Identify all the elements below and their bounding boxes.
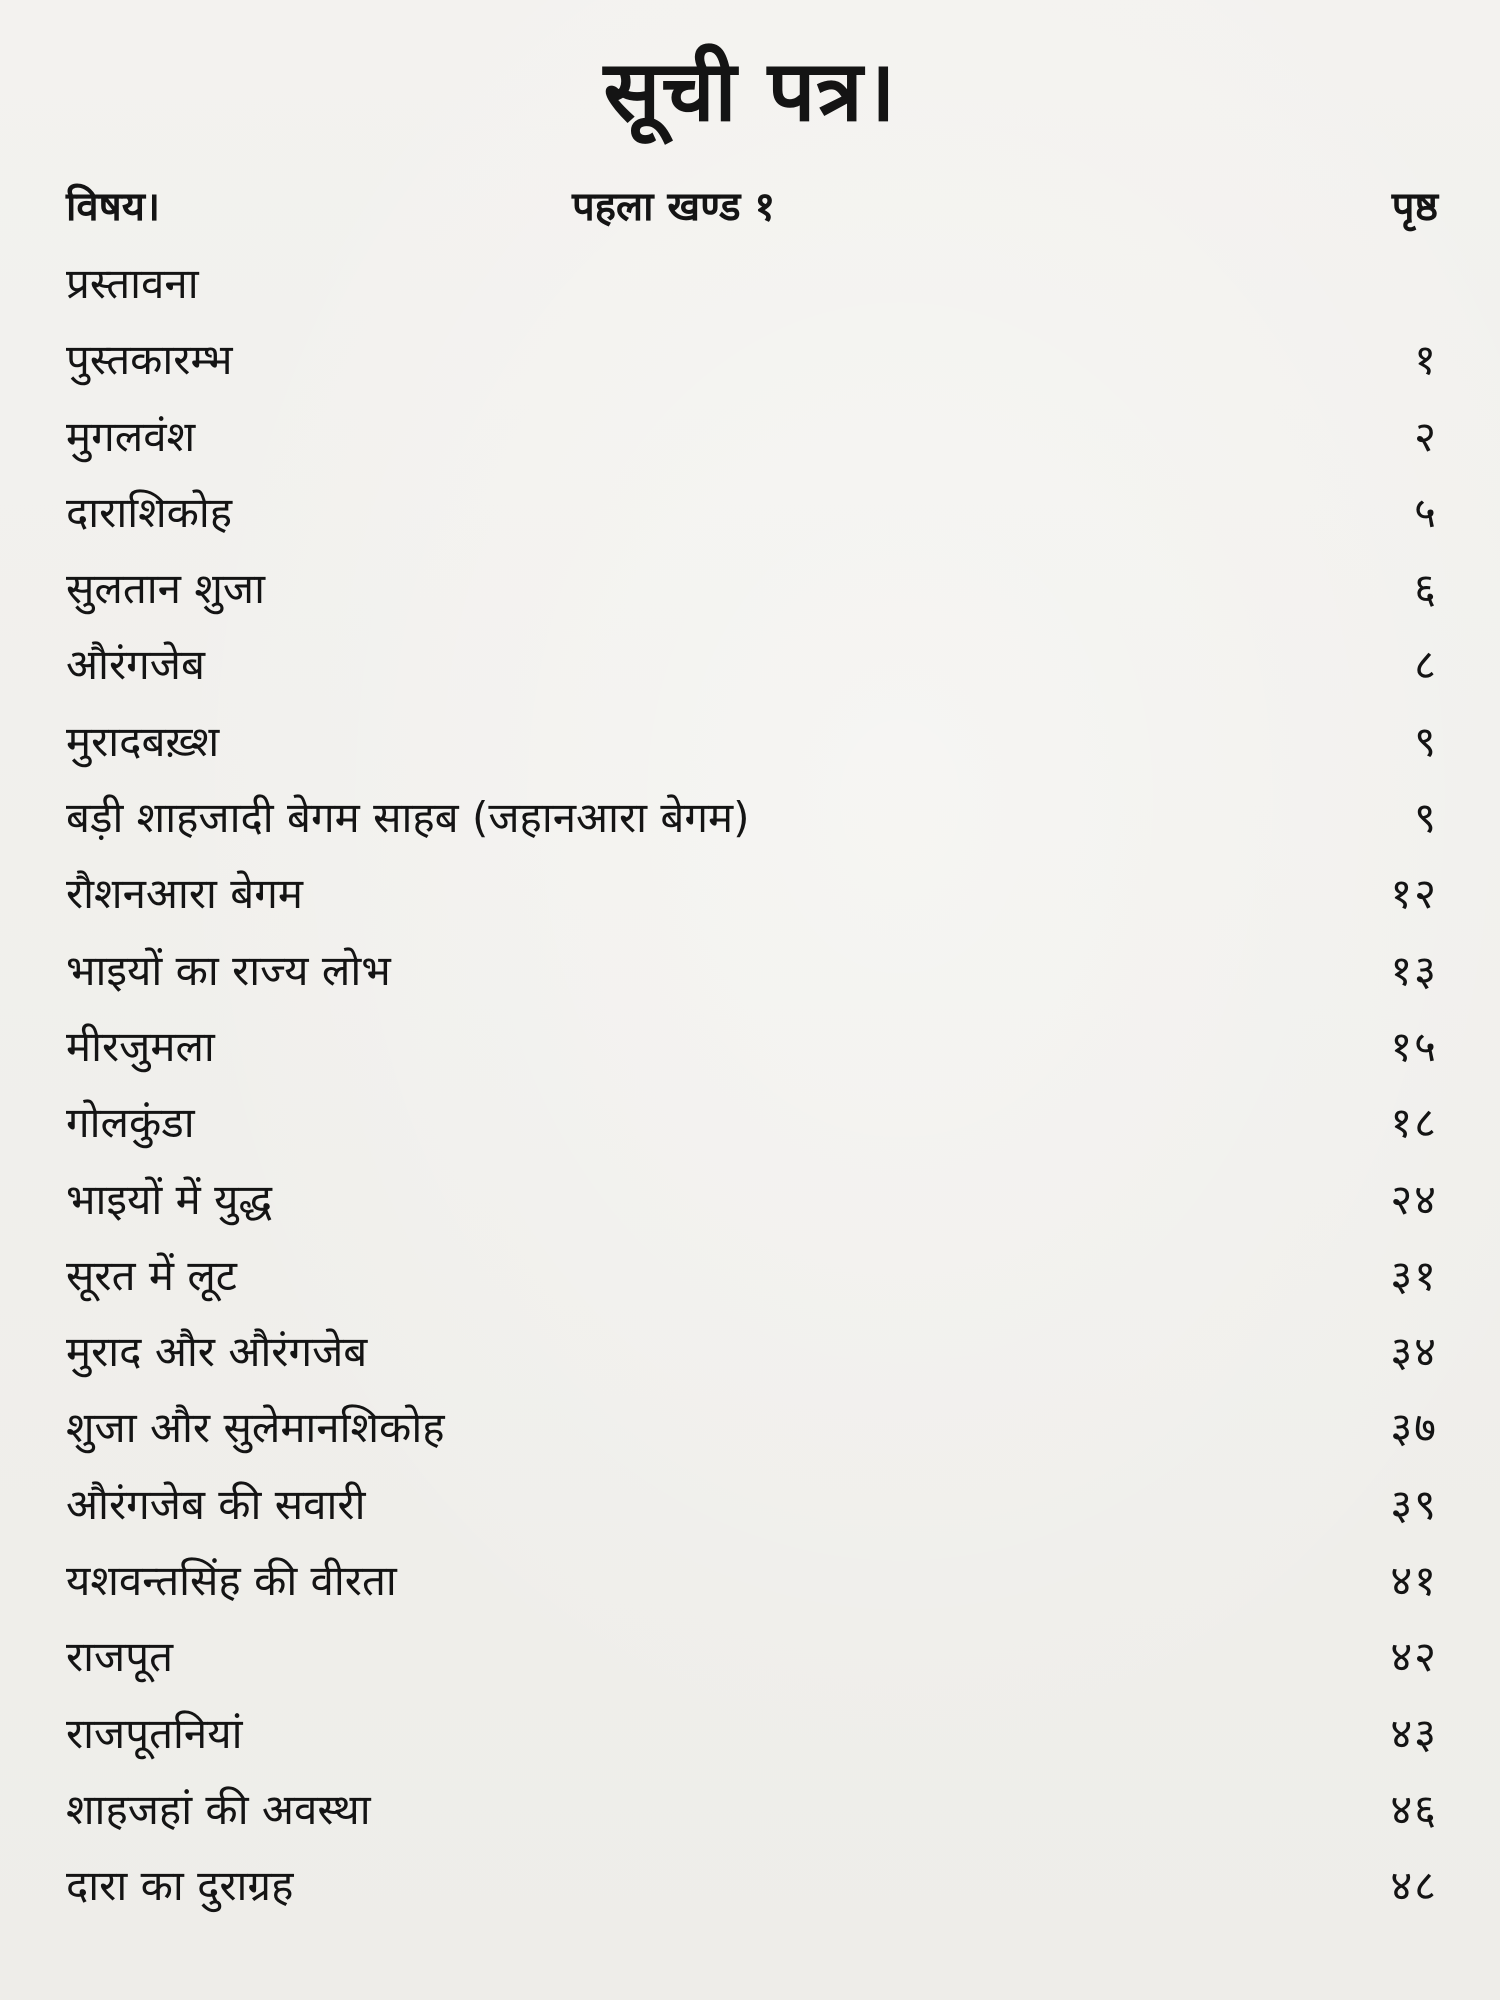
toc-entry (66, 1848, 1438, 1924)
toc-entry (66, 1772, 1438, 1848)
toc-entry (66, 856, 1438, 932)
toc-entry-page: ४६ (1390, 1784, 1438, 1834)
toc-entry-page: ५ (1414, 487, 1438, 537)
toc-entry (66, 1085, 1438, 1161)
toc-entry-page: ८ (1414, 640, 1438, 690)
toc-entry-page: ३१ (1390, 1250, 1438, 1300)
toc-entry-title: शुजा और सुलेमानशिकोह (66, 1403, 445, 1453)
toc-entry-page: ४३ (1390, 1708, 1438, 1758)
toc-entry (66, 1390, 1438, 1466)
toc-entry-page: ४८ (1390, 1861, 1438, 1911)
toc-entry-page: १ (1414, 335, 1438, 385)
page-column-heading: पृष्ठ (1391, 184, 1438, 230)
toc-entry-page: ३७ (1390, 1403, 1438, 1453)
toc-entry (66, 1467, 1438, 1543)
toc-entry-title: मुगलवंश (66, 411, 196, 461)
toc-entry-title: भाइयों में युद्ध (66, 1174, 272, 1224)
toc-entry-page: १८ (1390, 1098, 1438, 1148)
toc-entry-title: दारा का दुराग्रह (66, 1861, 294, 1911)
toc-entry (66, 246, 1438, 322)
toc-entry (66, 780, 1438, 856)
toc-entry (66, 1619, 1438, 1695)
toc-entry (66, 933, 1438, 1009)
toc-entry-page: ४२ (1390, 1632, 1438, 1682)
toc-entry-title: पुस्तकारम्भ (66, 335, 233, 385)
toc-entry (66, 399, 1438, 475)
toc-entry (66, 1009, 1438, 1085)
toc-entry-title: दाराशिकोह (66, 487, 233, 537)
section-heading: पहला खण्ड १ (572, 184, 776, 230)
toc-entry-title: शाहजहां की अवस्था (66, 1784, 371, 1834)
toc-entry-page: ३९ (1390, 1479, 1438, 1529)
toc-entry-page: ३४ (1390, 1327, 1438, 1377)
toc-entry (66, 551, 1438, 627)
toc-entry-page: १२ (1390, 869, 1438, 919)
toc-entry-title: मुराद और औरंगजेब (66, 1327, 368, 1377)
toc-entry-page: २४ (1390, 1174, 1438, 1224)
toc-entry (66, 627, 1438, 703)
toc-entry-page: ४१ (1390, 1556, 1438, 1606)
toc-entry-title: प्रस्तावना (66, 259, 199, 308)
toc-entry (66, 1543, 1438, 1619)
toc-entry (66, 1162, 1438, 1238)
toc-entry-title: मीरजुमला (66, 1021, 215, 1071)
toc-header (66, 172, 1438, 242)
subject-column-heading: विषय। (66, 184, 161, 230)
toc-entry-title: भाइयों का राज्य लोभ (66, 945, 391, 995)
toc-entry-title: औरंगजेब (66, 640, 205, 690)
toc-entry (66, 1314, 1438, 1390)
toc-entry-title: सूरत में लूट (66, 1250, 237, 1300)
toc-entry-title: बड़ी शाहजादी बेगम साहब (जहानआरा बेगम) (66, 793, 750, 843)
toc-entry-page: ६ (1414, 564, 1438, 614)
toc-entry (66, 322, 1438, 398)
toc-entry-title: राजपूत (66, 1632, 174, 1682)
toc-entry-title: मुरादबख़्श (66, 716, 220, 766)
page-title: सूची पत्र। (603, 42, 897, 140)
toc-entry-title: राजपूतनियां (66, 1708, 243, 1758)
toc-entry-title: रौशनआरा बेगम (66, 869, 304, 919)
toc-entry (66, 1238, 1438, 1314)
toc-entry-title: औरंगजेब की सवारी (66, 1479, 366, 1529)
toc-entry-title: यशवन्तसिंह की वीरता (66, 1556, 397, 1606)
toc-entry-title: गोलकुंडा (66, 1098, 195, 1148)
toc-entry-page: १३ (1390, 945, 1438, 995)
toc-entry-page: ९ (1414, 793, 1438, 843)
toc-entry-page: २ (1414, 411, 1438, 461)
toc-entry-page: १५ (1390, 1021, 1438, 1071)
toc-entry (66, 475, 1438, 551)
toc-entry-page: ९ (1414, 716, 1438, 766)
toc-entry (66, 704, 1438, 780)
toc-entry-title: सुलतान शुजा (66, 564, 265, 614)
table-of-contents (66, 246, 1438, 1925)
toc-entry (66, 1696, 1438, 1772)
